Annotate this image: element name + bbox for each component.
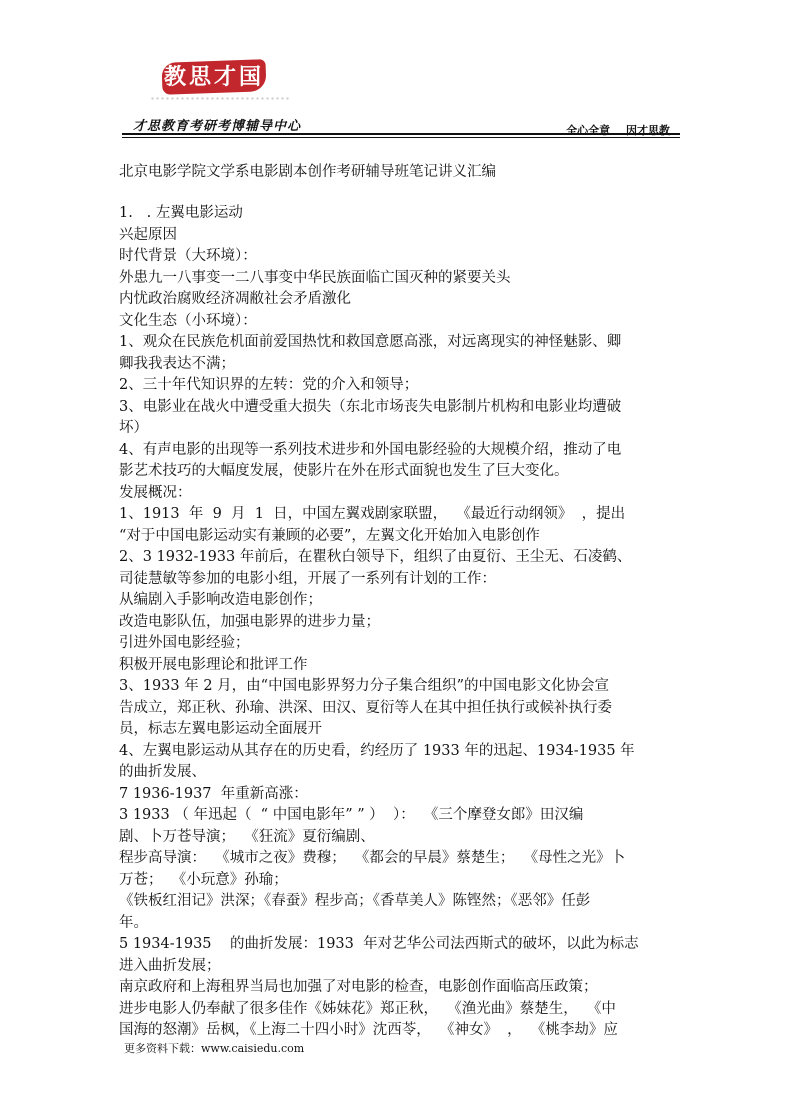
slogan (566, 122, 670, 138)
text-line: 万苍； 《小玩意》孙瑜； (119, 871, 288, 888)
slogan-2: 因才思教 (626, 124, 670, 137)
text-line: 3、电影业在战火中遭受重大损失（东北市场丧失电影制片机构和电影业均遭破 (119, 398, 622, 415)
text-line: 司徒慧敏等参加的电影小组，开展了一系列有计划的工作： (119, 570, 496, 587)
logo (150, 58, 290, 110)
text-line: “对于中国电影运动实有兼顾的必要”，左翼文化开始加入电影创作 (119, 527, 540, 544)
text-line: 1、1913 年 9 月 1 日，中国左翼戏剧家联盟， 《最近行动纲领》 ，提出 (119, 506, 626, 522)
document-title: 北京电影学院文学系电影剧本创作考研辅导班笔记讲义汇编 (119, 164, 496, 180)
text-line: 的曲折发展、 (119, 764, 206, 780)
text-line: 从编剧入手影响改造电影创作； (119, 592, 322, 608)
text-line: 3、1933 年 2 月，由“中国电影界努力分子集合组织”的中国电影文化协会宣 (119, 678, 610, 694)
text-line: 国海的怒潮》岳枫，《上海二十四小时》沈西苓， 《神女》 ， 《桃李劫》应 (119, 1022, 618, 1038)
text-line: 告成立，郑正秋、孙瑜、洪深、田汉、夏衍等人在其中担任执行或候补执行委 (119, 699, 612, 716)
document-body (119, 203, 677, 1042)
text-line: 《铁板红泪记》洪深；《春蚕》程步高；《香草美人》陈铿然；《恶邻》任彭 (119, 893, 591, 909)
text-line: 内忧政治腐败经济凋敝社会矛盾激化 (119, 291, 351, 307)
text-line: 影艺术技巧的大幅度发展，使影片在外在形式面貌也发生了巨大变化。 (119, 463, 569, 479)
text-line: 文化生态（小环境）： (119, 312, 257, 329)
text-line: 3 1933 （ 年迅起（ “ 中国电影年” ” ） ）： 《三个摩登女郎》田汉编 (119, 807, 584, 823)
text-line: 时代背景（大环境）： (119, 248, 257, 264)
text-line: 兴起原因 (119, 226, 177, 243)
org-name: 才思教育考研考博辅导中心 (133, 119, 302, 134)
text-line: 7 1936-1937 年重新高涨： (119, 785, 308, 802)
text-line: 2、3 1932-1933 年前后，在瞿秋白领导下，组织了由夏衍、王尘无、石凌鹤、 (119, 549, 632, 565)
text-line: 4、左翼电影运动从其存在的历史看，约经历了 1933 年的迅起、1934-1935 年 (119, 742, 635, 759)
text-line: 积极开展电影理论和批评工作 (119, 656, 308, 673)
text-line: 年。 (119, 914, 148, 931)
text-line: 1、观众在民族危机面前爱国热忱和救国意愿高涨，对远离现实的神怪魅影、卿 (119, 334, 622, 350)
text-line: 程步高导演： 《城市之夜》费穆； 《都会的早晨》蔡楚生； 《母性之光》卜 (119, 850, 626, 866)
text-line: 剧、卜万苍导演； 《狂流》夏衍编剧、 (119, 828, 375, 845)
text-line: 改造电影队伍，加强电影界的进步力量； (119, 613, 380, 630)
text-line: 发展概况： (119, 484, 192, 501)
text-line: 进步电影人仍奉献了很多佳作《姊妹花》郑正秋， 《渔光曲》蔡楚生， 《中 (119, 1000, 616, 1017)
footer-download-link[interactable]: 更多资料下载：www.caisiedu.com (124, 1042, 305, 1055)
text-line: 外患九一八事变一二八事变中华民族面临亡国灭种的紧要关头 (119, 269, 511, 286)
text-line: 进入曲折发展； (119, 957, 221, 974)
logo-dots (150, 96, 290, 102)
slogan-1: 全心全意 (566, 124, 611, 137)
logo-text: 教思才国 (164, 64, 265, 90)
text-line: 坏） (119, 420, 148, 436)
text-line: 员，标志左翼电影运动全面展开 (119, 721, 322, 737)
text-line: 卿我我表达不满； (119, 355, 235, 372)
header-rule-thin (122, 137, 680, 138)
text-line: 南京政府和上海租界当局也加强了对电影的检查，电影创作面临高压政策； (119, 979, 598, 995)
text-line: 2、三十年代知识界的左转：党的介入和领导； (119, 377, 419, 393)
text-line: 5 1934-1935 的曲折发展：1933 年对艺华公司法西斯式的破坏，以此为标志 (119, 936, 639, 952)
text-line: 1. . 左翼电影运动 (119, 205, 243, 221)
header-rule-thick (122, 133, 680, 135)
text-line: 4、有声电影的出现等一系列技术进步和外国电影经验的大规模介绍，推动了电 (119, 441, 622, 458)
text-line: 引进外国电影经验； (119, 635, 250, 651)
